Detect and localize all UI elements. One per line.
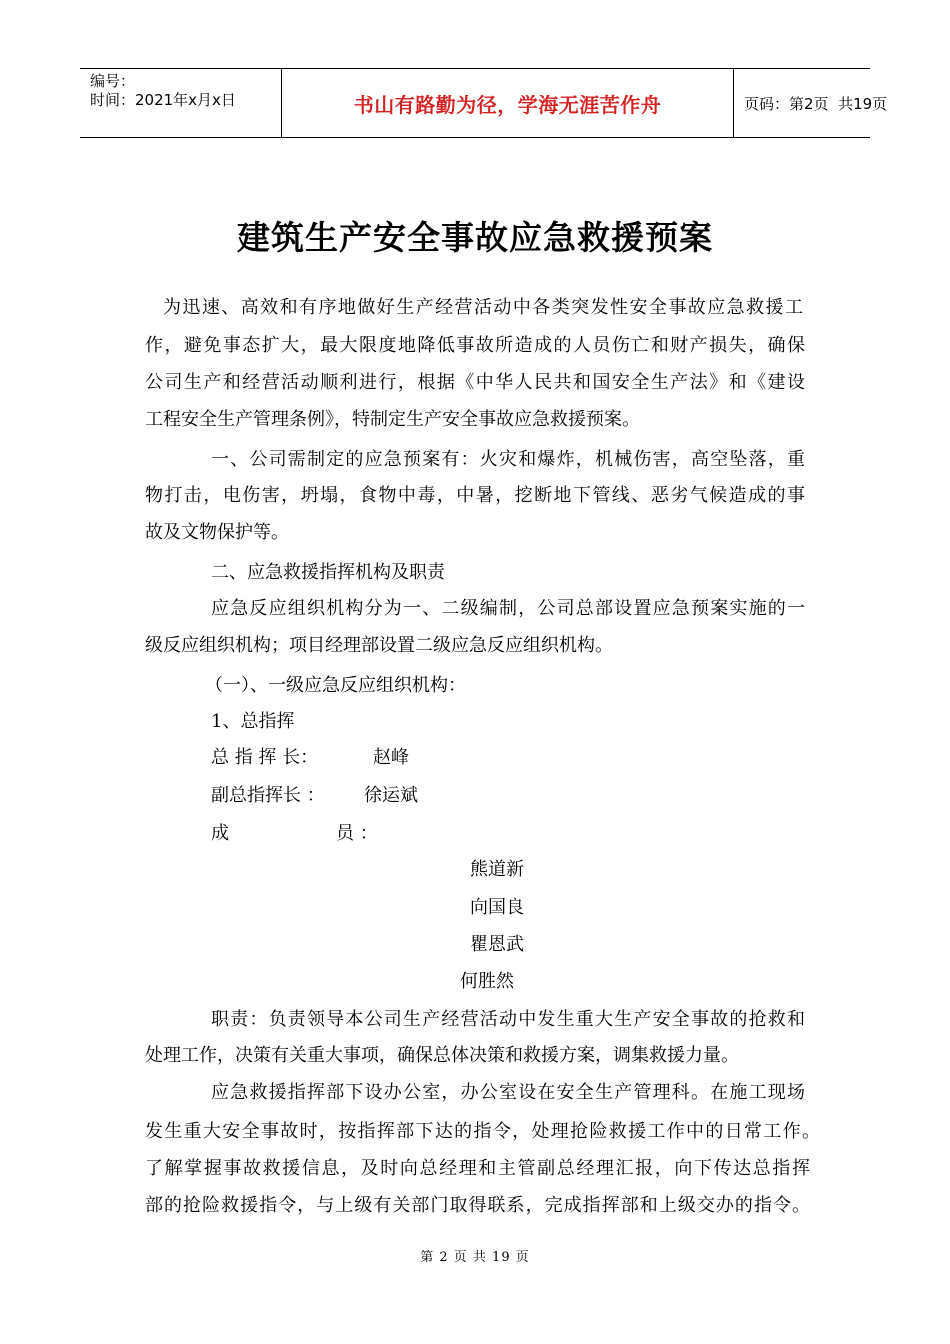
member-name: 向国良 (470, 897, 524, 918)
subsection-heading: （一）、一级应急反应组织机构： (205, 675, 466, 696)
paragraph-line: 公司生产和经营活动顺利进行，根据《中华人民共和国安全生产法》和《建设 (145, 372, 805, 393)
commander-label: 总 指 挥 长： (211, 747, 319, 768)
paragraph-line: 部的抢险救援指令，与上级有关部门取得联系，完成指挥部和上级交办的指令。 (145, 1195, 810, 1216)
header-page-code: 页码：第2页 共19页 (744, 94, 888, 113)
vice-commander-name: 徐运斌 (364, 785, 418, 806)
header-motto: 书山有路勤为径，学海无涯苦作舟 (282, 69, 734, 137)
member-label-start: 成 (211, 823, 229, 844)
paragraph-line: 故及文物保护等。 (145, 522, 289, 543)
member-label-end: 员 ： (336, 823, 378, 844)
paragraph-line: 职责：负责领导本公司生产经营活动中发生重大生产安全事故的抢救和 (211, 1009, 805, 1030)
paragraph-line: 处理工作，决策有关重大事项，确保总体决策和救援方案，调集救援力量。 (145, 1045, 739, 1066)
paragraph-line: 发生重大安全事故时，按指挥部下达的指令，处理抢险救援工作中的日常工作。 (145, 1121, 820, 1142)
document-date-label: 时间：2021年x月x日 (90, 91, 236, 109)
paragraph-line: 了解掌握事故救援信息，及时向总经理和主管副总经理汇报，向下传达总指挥 (145, 1158, 810, 1179)
vice-commander-label: 副总指挥长 ： (211, 785, 325, 806)
paragraph-line: 工程安全生产管理条例》，特制定生产安全事故应急救援预案。 (145, 409, 640, 430)
page-footer: 第 2 页 共 19 页 (420, 1250, 530, 1265)
commander-name: 赵峰 (373, 747, 409, 768)
member-name: 瞿恩武 (470, 934, 524, 955)
paragraph-line: 级反应组织机构；项目经理部设置二级应急反应组织机构。 (145, 635, 613, 656)
paragraph-line: 物打击，电伤害，坍塌，食物中毒，中暑，挖断地下管线、恶劣气候造成的事 (145, 485, 805, 506)
document-header-table (80, 68, 888, 138)
paragraph-line: 一、公司需制定的应急预案有：火灾和爆炸，机械伤害，高空坠落，重 (211, 449, 805, 470)
header-meta-cell (80, 69, 282, 137)
document-number-label: 编号： (90, 72, 136, 90)
paragraph-line: 作，避免事态扩大，最大限度地降低事故所造成的人员伤亡和财产损失，确保 (145, 335, 805, 356)
header-page-code-cell (734, 69, 888, 137)
document-title: 建筑生产安全事故应急救援预案 (237, 218, 713, 257)
item-heading: 1、总指挥 (211, 711, 295, 732)
paragraph-line: 应急救援指挥部下设办公室，办公室设在安全生产管理科。在施工现场 (211, 1082, 805, 1103)
paragraph-line: 为迅速、高效和有序地做好生产经营活动中各类突发性安全事故应急救援工 (163, 297, 803, 318)
member-name: 何胜然 (460, 971, 514, 992)
member-name: 熊道新 (470, 859, 524, 880)
section-heading: 二、应急救援指挥机构及职责 (211, 562, 445, 583)
paragraph-line: 应急反应组织机构分为一、二级编制，公司总部设置应急预案实施的一 (211, 598, 805, 619)
